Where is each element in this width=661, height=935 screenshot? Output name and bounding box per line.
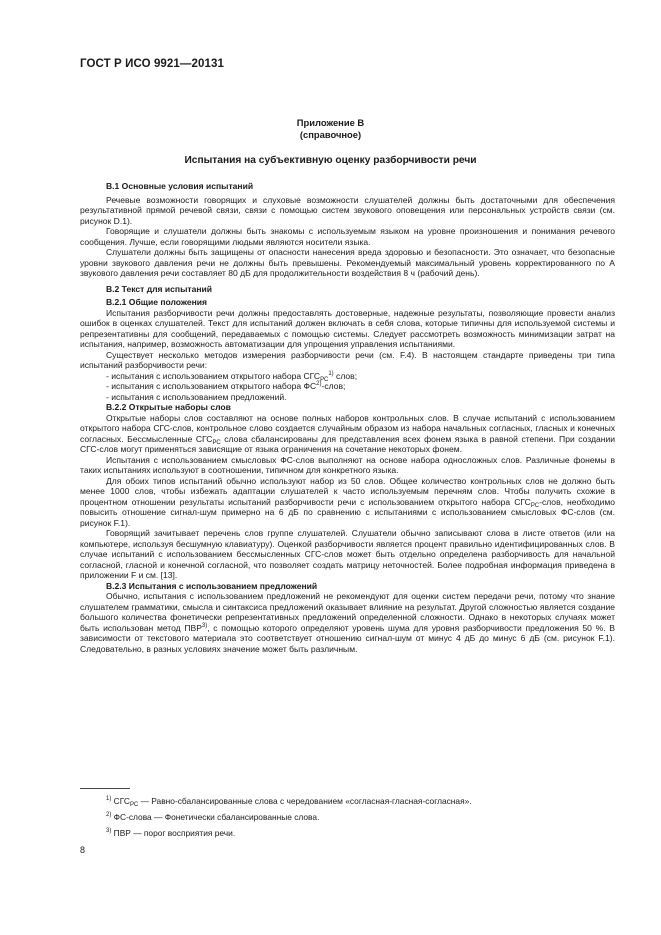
footnote: $^{2)}$ ФС-слова — Фонетически сбалансированные слова. — [106, 812, 320, 822]
section-heading-b1: В.1 Основные условия испытаний — [106, 181, 254, 191]
footnotes — [106, 796, 606, 844]
page-number: 8 — [80, 845, 86, 855]
subsection-heading-b22: В.2.2 Открытые наборы слов — [106, 402, 231, 412]
section-heading-b2: В.2 Текст для испытаний — [106, 283, 212, 294]
annex-type: (справочное) — [299, 129, 362, 140]
paragraph: Говорящий зачитывает перечень слов группе слушателей. Слушатели обычно записывают слова в листе ответов (или на компьютере, используя бесшумную клавиатуру). Оценкой разборчивости является процент правильно идентифицированных слов. В случае испытаний с использованием бессмысленных СГС-слов может быть отдельно определена разборчивость для начальной согласной, гласной и конечной согласной, что позволяет создать матрицу неточностей. Более подробная информация приведена в приложении F и см. [13]. — [80, 528, 615, 580]
subsection-heading-b23: В.2.3 Испытания с использованием предложений — [106, 580, 318, 591]
document-id-header: ГОСТ Р ИСО 9921—20131 — [80, 58, 225, 70]
paragraph: Речевые возможности говорящих и слуховые возможности слушателей должны быть достаточными для обеспечения результативной прямой речевой связи, связи с помощью систем звукового оповещения или персональных устройств связи (см. рисунок D.1). — [80, 194, 615, 226]
document-body — [80, 181, 615, 654]
list-item: - испытания с использованием предложений. — [106, 391, 287, 402]
annex-heading: Испытания на субъективную оценку разборчивости речи — [184, 155, 477, 166]
paragraph: Существует несколько методов измерения разборчивости речи (см. F.4). В настоящем стандарте приведены три типа испытаний разборчивости речи: — [80, 349, 615, 370]
paragraph: Испытания разборчивости речи должны предоставлять достоверные, надежные результаты, позволяющие провести анализ ошибок в оценках слушателей. Текст для испытаний должен включать в себя слова, которые типичны для используемой системы и репрезентативны для сообщений, передаваемых с помощью системы. Следует рассмотреть возможность минимизации затрат на испытания, например, возможность автоматизации для упрощения управления испытаниями. — [80, 307, 615, 349]
subsection-heading-b21: В.2.1 Общие положения — [106, 297, 208, 307]
paragraph: Для обоих типов испытаний обычно используют набор из 50 слов. Общее количество контрольных слов не должно быть менее 1000 слов, чтобы избежать адаптации слушателей к часто используемым перечням слов. Чтобы получить схожие в процентном отношении результаты испытаний разборчивости речи с использованием открытого набора $СГС_{РС}$-слов, необходимо повысить отношение сигнал-шум примерно на 6 дБ по сравнению с испытаниями с использованием смысловых ФС-слов (см. рисунок F.1). — [80, 475, 616, 528]
paragraph: Открытые наборы слов составляют на основе полных наборов контрольных слов. В случае испытаний с использованием открытого набора СГС-слов, контрольное слово создается случайным образом из набора начальных согласных, гласных и конечных согласных. Бессмысленные $СГС_{РС}$ слова сбалансированы для представления всех фонем языка в равной степени. При создании СГС-слов могут применяться зависящие от языка ограничения на сочетание некоторых фонем. — [80, 412, 615, 454]
list-item: - испытания с использованием открытого набора ФС$^{2)}$-слов; — [106, 381, 346, 391]
annex-title: Приложение В — [296, 117, 365, 128]
list-item: - испытания с использованием открытого набора $СГС_{РС}^{1)}$ слов; — [106, 370, 358, 383]
paragraph: Обычно, испытания с использованием предложений не рекомендуют для оценки систем передачи речи, потому что знание слушателем грамматики, смысла и синтаксиса предложений оказывает влияние на результат. Другой сложностью является создание большого количества фонетически репрезентативных предложений определенной сложности. Однако в некоторых случаях может быть использован метод ПВР$^{3)}$, с помощью которого определяют уровень шума для уровня разборчивости предложения 50 %. В зависимости от текстового материала это соответствует отношению сигнал-шум от минус 4 дБ до минус 6 дБ (см. рисунок F.1). Следовательно, в разных условиях значение может быть различным. — [80, 591, 615, 654]
footnote: $^{3)}$ ПВР — порог восприятия речи. — [106, 828, 236, 838]
paragraph: Слушатели должны быть защищены от опасности нанесения вреда здоровью и безопасности. Это означает, что безопасные уровни звукового давления речи не должны быть превышены. Рекомендуемый максимальный уровень корректированного по А звукового давления речи составляет 80 дБ для продолжительности воздействия 8 ч (рабочий день). — [80, 247, 615, 278]
paragraph: Говорящие и слушатели должны быть знакомы с используемым языком на уровне произношения и понимания речевого сообщения. Лучше, если говорящими людьми являются носители языка. — [80, 226, 615, 247]
footnote: $^{1)}$ $СГС_{РС}$ — Равно-сбалансированные слова с чередованием «согласная-гласная-согласная». — [106, 796, 472, 808]
footnote-divider — [80, 788, 130, 789]
paragraph: Испытания с использованием смысловых ФС-слов выполняют на основе набора односложных слов. Различные фонемы в таких испытаниях используют в соотношении, типичном для конкретного языка. — [80, 454, 615, 475]
